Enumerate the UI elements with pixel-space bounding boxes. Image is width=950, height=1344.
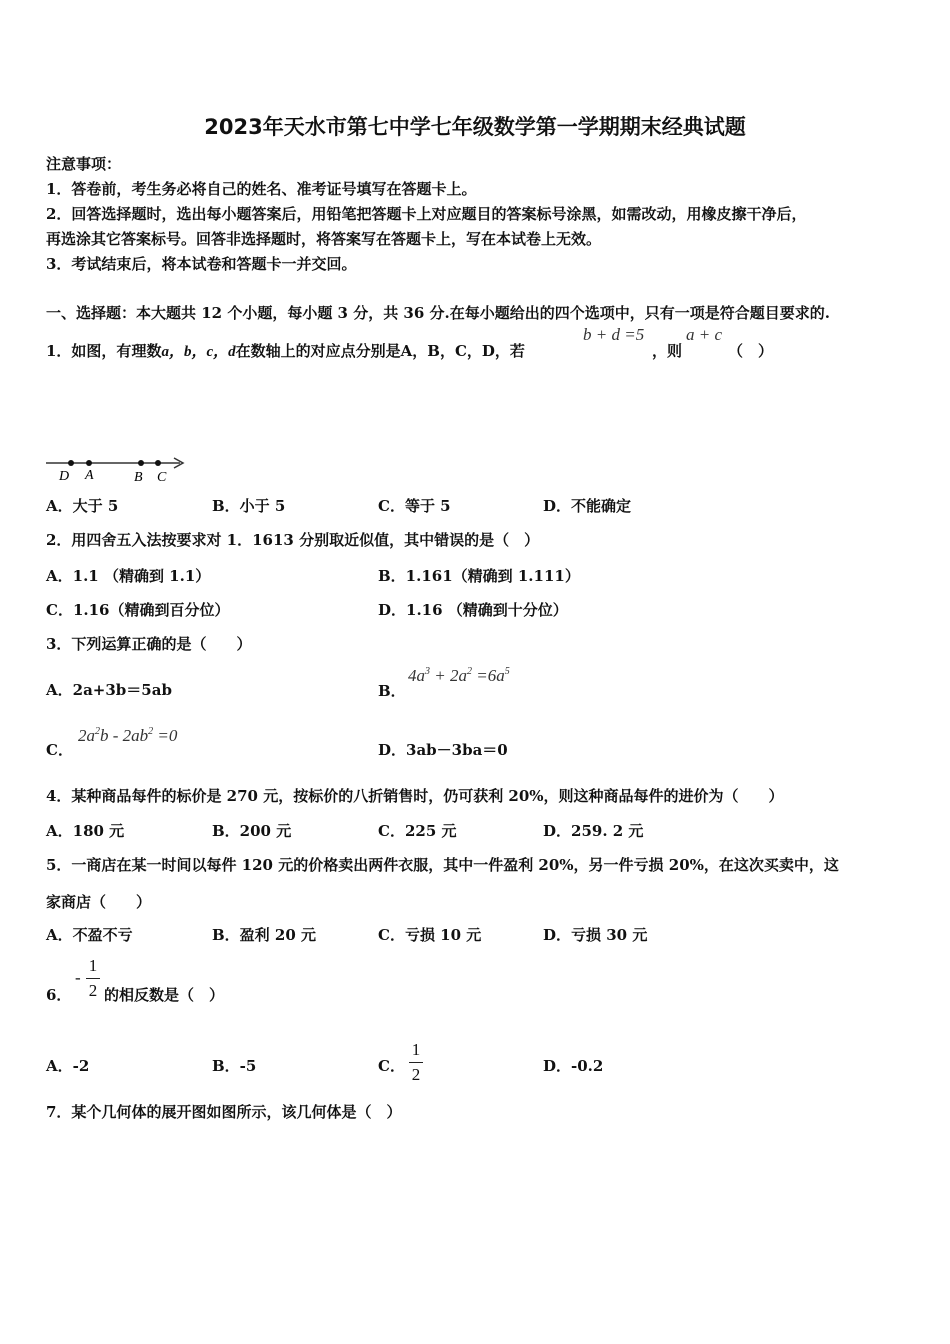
question-1-stem: 1．如图，有理数a，b，c，d在数轴上的对应点分别是A，B，C，D，若 xyxy=(46,342,525,360)
question-6-stem: 的相反数是（ ） xyxy=(104,986,225,1004)
q1-option-a: A．大于 5 xyxy=(46,497,119,515)
q1-then-text: ，则 xyxy=(652,342,683,360)
question-7-stem: 7．某个几何体的展开图如图所示，该几何体是（ ） xyxy=(46,1103,402,1121)
point-b xyxy=(138,460,144,466)
q6-option-c-numerator: 1 xyxy=(411,1040,421,1059)
q5-option-b: B．盈利 20 元 xyxy=(212,926,316,944)
q4-option-a: A．180 元 xyxy=(46,822,125,840)
q4-option-c: C．225 元 xyxy=(378,822,457,840)
notes-item: 再选涂其它答案标号。回答非选择题时，将答案写在答题卡上，写在本试卷上无效。 xyxy=(46,230,602,248)
q5-option-c: C．亏损 10 元 xyxy=(378,926,482,944)
point-a-label: A xyxy=(85,468,94,483)
notes-item: 2．回答选择题时，选出每小题答案后，用铅笔把答题卡上对应题目的答案标号涂黑，如需改动，用橡皮擦干净后， xyxy=(46,205,807,223)
q1-option-c: C．等于 5 xyxy=(378,497,451,515)
point-a xyxy=(86,460,92,466)
q6-option-c-denominator: 2 xyxy=(411,1065,421,1084)
point-c xyxy=(155,460,161,466)
point-d xyxy=(68,460,74,466)
q2-option-d: D．1.16 （精确到十分位） xyxy=(378,601,568,619)
q6-fraction-numerator: 1 xyxy=(88,956,98,975)
q3-option-d: D．3ab－3ba＝0 xyxy=(378,741,508,759)
q4-option-b: B．200 元 xyxy=(212,822,292,840)
q6-fraction-denominator: 2 xyxy=(88,981,98,1000)
q2-option-b: B．1.161（精确到 1.111） xyxy=(378,567,580,585)
q6-option-c-fraction xyxy=(409,1040,423,1085)
q1-condition-formula: b + d =5 xyxy=(583,325,645,344)
q3-option-a: A．2a+3b＝5ab xyxy=(46,681,172,699)
q1-option-b: B．小于 5 xyxy=(212,497,286,515)
point-d-label: D xyxy=(59,469,70,484)
question-5-stem-cont: 家商店（ ） xyxy=(46,893,152,911)
section-heading: 一、选择题：本大题共 12 个小题，每小题 3 分，共 36 分.在每小题给出的四个选项中，只有一项是符合题目要求的. xyxy=(46,304,830,322)
point-b-label: B xyxy=(134,470,143,485)
q6-option-a: A．-2 xyxy=(46,1057,90,1075)
page-title: 2023年天水市第七中学七年级数学第一学期期末经典试题 xyxy=(204,115,746,139)
q4-option-d: D．259. 2 元 xyxy=(543,822,644,840)
q6-minus: - xyxy=(75,968,81,987)
question-3-stem: 3．下列运算正确的是（ ） xyxy=(46,635,252,653)
q3-option-c-label: C． xyxy=(46,741,73,759)
q2-option-c: C．1.16（精确到百分位） xyxy=(46,601,230,619)
q5-option-d: D．亏损 30 元 xyxy=(543,926,648,944)
q6-fraction xyxy=(86,956,100,1001)
q6-option-d: D．-0.2 xyxy=(543,1057,604,1075)
question-2-stem: 2．用四舍五入法按要求对 1．1613 分别取近似值，其中错误的是（ ） xyxy=(46,531,540,549)
q1-option-d: D．不能确定 xyxy=(543,497,632,515)
question-6-number: 6． xyxy=(46,986,72,1004)
notes-item: 1．答卷前，考生务必将自己的姓名、准考证号填写在答题卡上。 xyxy=(46,180,477,198)
q3-option-b-formula: $4a^3 + 2a^2 =6a^5$ xyxy=(408,666,510,685)
q2-option-a: A．1.1 （精确到 1.1） xyxy=(46,567,211,585)
question-5-stem: 5．一商店在某一时间以每件 120 元的价格卖出两件衣服，其中一件盈利 20%，另一件亏损 20%，在这次买卖中，这 xyxy=(46,856,839,874)
number-line-figure xyxy=(40,452,200,486)
q6-option-c-label: C． xyxy=(378,1057,405,1075)
question-4-stem: 4．某种商品每件的标价是 270 元，按标价的八折销售时，仍可获利 20%，则这种商品每件的进价为（ ） xyxy=(46,787,784,805)
point-c-label: C xyxy=(157,470,167,485)
q1-expression-formula: a + c xyxy=(686,325,723,344)
q1-paren: （ ） xyxy=(728,342,774,360)
q6-option-b: B．-5 xyxy=(212,1057,257,1075)
notes-heading: 注意事项： xyxy=(46,155,122,173)
q3-option-c-formula: $2a^2b - 2ab^2 =0$ xyxy=(78,726,178,745)
notes-item: 3．考试结束后，将本试卷和答题卡一并交回。 xyxy=(46,255,357,273)
q3-option-b-label: B． xyxy=(378,682,406,700)
q5-option-a: A．不盈不亏 xyxy=(46,926,133,944)
